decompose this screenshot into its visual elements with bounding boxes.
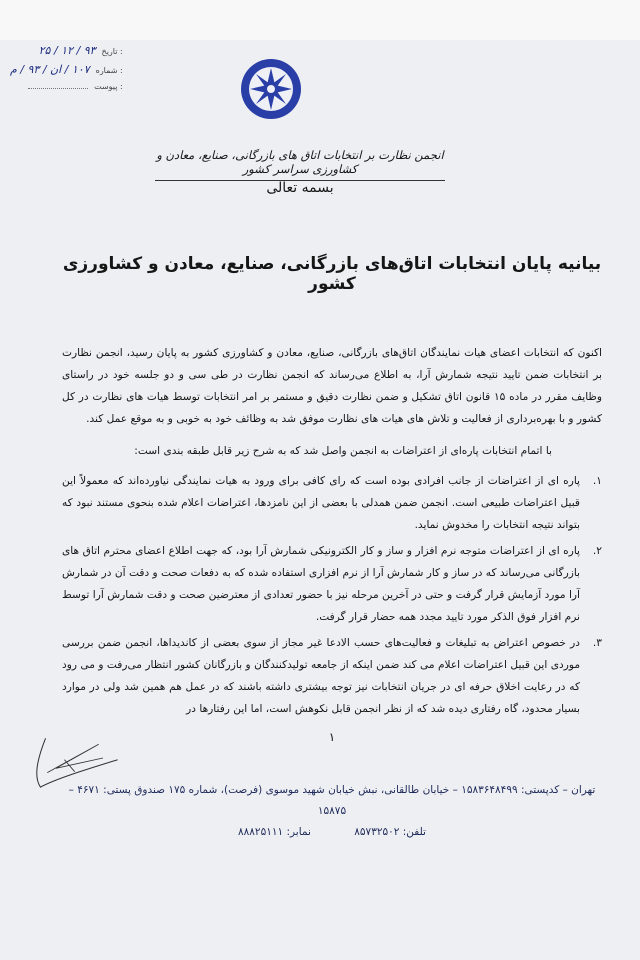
lead-paragraph: با اتمام انتخابات پاره‌ای از اعتراضات به انجمن واصل شد که به شرح زیر قابل طبقه بندی است: — [134, 445, 552, 457]
objections-list — [62, 470, 602, 720]
footer-contact — [62, 822, 602, 843]
item-number: ۳. — [592, 637, 602, 649]
item-text: در خصوص اعتراض به تبلیغات و فعالیت‌های حسب الادعا غیر مجاز از سوی بعضی از کاندیداها، انجمن ضمن بررسی موردی این قبیل اعتراضات اعلام می کند ضمن اینکه از جامعه تولیدکنندگان و بازرگانان کشور انتظار می‌رفت و می رود که در رعایت اخلاق حرفه ای در جریان انتخابات نیز توجه بیشتری داشته باشند که در عمل هم همین شد ولی در موارد بسیار محدود، گاه رفتاری دیده شد که از نظر انجمن قابل نکوهش است، اما این رفتارها در — [62, 637, 580, 715]
letter-footer — [62, 780, 602, 843]
date-label: تاریخ : — [101, 47, 123, 56]
page-number: ۱ — [328, 730, 336, 744]
item-number: ۲. — [592, 545, 602, 557]
footer-address: تهران – کدپستی: ۱۵۸۳۶۴۸۴۹۹ – خیابان طالقانی، نبش خیابان شهید موسوی (فرصت)، شماره ۱۷۵ صندوق پستی: ۴۶۷۱ – ۱۵۸۷۵ — [68, 784, 596, 817]
list-item — [62, 470, 602, 536]
item-text: پاره ای از اعتراضات از جانب افرادی بوده است که رای کافی برای ورود به هیات نمایندگی نیاورده‌اند که معمولاً این قبیل اعتراضات طبیعی است. انجمن ضمن همدلی با بعضی از این نامزدها، اعتراضات اعلام شده بنحوی مستند نبود که بتواند نتیجه انتخابات را مخدوش نماید. — [62, 475, 580, 531]
intro-paragraph: اکنون که انتخابات اعضای هیات نمایندگان اتاق‌های بازرگانی، صنایع، معادن و کشاورزی کشور به پایان رسید، انجمن نظارت بر انتخابات ضمن تایید نتیجه شمارش آرا، به اطلاع می‌رساند که انجمن نظارت در طی سی و دو جلسه خود در راستای وظایف مقرر در ماده ۱۵ قانون اتاق تشکیل و ضمن نظارت دقیق و مستمر بر امر انتخابات توسط هیات های نظارت در کل کشور و با بهره‌برداری از فعالیت و تلاش های هیات های نظارت موفق شد به وظائف خود به خوبی و به موقع عمل کند. — [62, 347, 602, 425]
number-value: ۱۰۷ / ان / ۹۳ / م — [10, 63, 90, 76]
organization-name: انجمن نظارت بر انتخابات اتاق های بازرگانی، صنایع، معادن و کشاورزی سراسر کشور — [155, 148, 445, 181]
letter-bottom — [62, 750, 602, 857]
list-item — [62, 540, 602, 628]
document-body — [62, 0, 602, 857]
footer-fax: نمابر: ۸۸۸۲۵۱۱۱ — [238, 826, 311, 838]
item-number: ۱. — [592, 475, 602, 487]
invocation: بسمه تعالی — [266, 180, 334, 196]
document-title: بیانیه پایان انتخابات اتاق‌های بازرگانی، صنایع، معادن و کشاورزی کشور — [62, 254, 602, 294]
attachment-label: پیوست : — [94, 82, 123, 91]
date-value: ۹۳ / ۱۲ / ۲۵ — [38, 44, 96, 57]
item-text: پاره ای از اعتراضات متوجه نرم افزار و ساز و کار الکترونیکی شمارش آرا بود، که جهت اطلاع اعضای محترم اتاق های بازرگانی می‌رساند که در ساز و کار شمارش آرا از نرم افزاری استفاده شده که به دفعات صحت و دقت آن در شمارش آرا مورد آزمایش قرار گرفت و حتی در آخرین مرحله نیز با حضور تعدادی از معترضین صحت و دقت شمارش آرا توسط نرم افزار فوق الذکر مورد تایید مجدد همه حضار قرار گرفت. — [62, 545, 580, 623]
number-label: شماره : — [95, 66, 123, 75]
list-item — [62, 632, 602, 720]
footer-phone: تلفن: ۸۵۷۳۲۵۰۲ — [354, 826, 426, 838]
